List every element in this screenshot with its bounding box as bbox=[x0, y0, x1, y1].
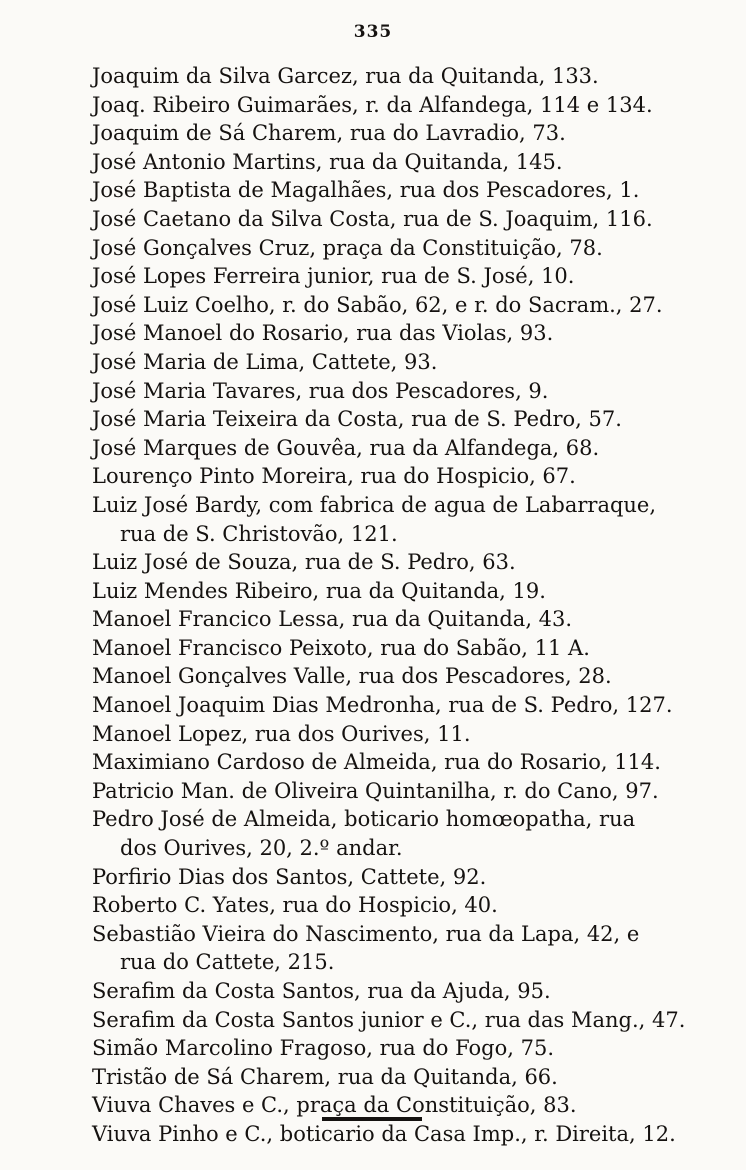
entry-text: Luiz José Bardy, com fabrica de agua de Labarraque, bbox=[92, 492, 657, 517]
entry-text: José Maria Tavares, rua dos Pescadores, 9. bbox=[92, 378, 549, 403]
directory-entry bbox=[92, 691, 704, 720]
entry-text: Serafim da Costa Santos, rua da Ajuda, 95. bbox=[92, 979, 551, 1003]
directory-entry bbox=[92, 148, 704, 177]
directory-entry bbox=[92, 462, 704, 491]
directory-entry bbox=[92, 377, 704, 406]
entry-text: Porfirio Dias dos Santos, Cattete, 92. bbox=[92, 864, 487, 889]
end-rule bbox=[322, 1117, 422, 1121]
directory-entry bbox=[92, 662, 704, 691]
directory-entry bbox=[92, 176, 704, 205]
directory-list bbox=[92, 62, 704, 1149]
entry-text: Patricio Man. de Oliveira Quintanilha, r. do Cano, 97. bbox=[92, 778, 659, 803]
entry-text: Joaquim de Sá Charem, rua do Lavradio, 73. bbox=[92, 121, 566, 146]
directory-entry bbox=[92, 234, 704, 263]
directory-entry bbox=[92, 577, 704, 606]
entry-text: José Maria Teixeira da Costa, rua de S. Pedro, 57. bbox=[92, 407, 622, 432]
entry-text: José Baptista de Magalhães, rua dos Pescadores, 1. bbox=[92, 178, 640, 203]
entry-text: Simão Marcolino Fragoso, rua do Fogo, 75. bbox=[92, 1036, 554, 1061]
entry-text: Manoel Lopez, rua dos Ourives, 11. bbox=[92, 721, 471, 746]
entry-continuation: rua do Cattete, 215. bbox=[120, 950, 335, 975]
entry-text: Manoel Francico Lessa, rua da Quitanda, 43. bbox=[92, 607, 573, 632]
page-number: 335 bbox=[353, 22, 393, 42]
directory-entry bbox=[92, 977, 704, 1006]
directory-entry bbox=[92, 1091, 704, 1120]
entry-text: Roberto C. Yates, rua do Hospicio, 40. bbox=[92, 893, 498, 918]
directory-entry bbox=[92, 1063, 704, 1092]
entry-text: Viuva Pinho e C., boticario da Casa Imp., r. Direita, 12. bbox=[92, 1121, 676, 1146]
entry-text: Viuva Chaves e C., praça da Constituição, 83. bbox=[92, 1093, 577, 1118]
entry-text: Tristão de Sá Charem, rua da Quitanda, 66. bbox=[92, 1064, 558, 1089]
entry-text: José Luiz Coelho, r. do Sabão, 62, e r. do Sacram., 27. bbox=[92, 292, 663, 317]
directory-entry bbox=[92, 434, 704, 463]
entry-text: José Manoel do Rosario, rua das Violas, 93. bbox=[92, 321, 554, 346]
directory-entry bbox=[92, 634, 704, 663]
entry-continuation: dos Ourives, 20, 2.º andar. bbox=[120, 836, 403, 861]
directory-entry bbox=[92, 405, 704, 434]
directory-entry bbox=[92, 920, 704, 977]
entry-text: Manoel Francisco Peixoto, rua do Sabão, 11 A. bbox=[92, 635, 590, 660]
directory-entry bbox=[92, 291, 704, 320]
directory-entry bbox=[92, 891, 704, 920]
entry-text: Joaquim da Silva Garcez, rua da Quitanda, 133. bbox=[92, 64, 599, 88]
directory-entry bbox=[92, 1006, 704, 1035]
directory-entry bbox=[92, 119, 704, 148]
entry-text: Luiz Mendes Ribeiro, rua da Quitanda, 19. bbox=[92, 578, 546, 603]
directory-entry bbox=[92, 262, 704, 291]
directory-entry bbox=[92, 777, 704, 806]
directory-entry bbox=[92, 1034, 704, 1063]
directory-entry bbox=[92, 748, 704, 777]
entry-text: José Lopes Ferreira junior, rua de S. José, 10. bbox=[92, 264, 575, 289]
entry-text: Manoel Joaquim Dias Medronha, rua de S. Pedro, 127. bbox=[92, 693, 673, 718]
directory-entry bbox=[92, 348, 704, 377]
entry-text: Serafim da Costa Santos junior e C., rua das Mang., 47. bbox=[92, 1007, 686, 1032]
directory-entry bbox=[92, 605, 704, 634]
directory-entry bbox=[92, 1120, 704, 1149]
directory-entry bbox=[92, 62, 704, 91]
entry-text: Maximiano Cardoso de Almeida, rua do Rosario, 114. bbox=[92, 750, 661, 775]
entry-text: Sebastião Vieira do Nascimento, rua da Lapa, 42, e bbox=[92, 921, 640, 946]
entry-text: Pedro José de Almeida, boticario homœopatha, rua bbox=[92, 807, 636, 832]
entry-text: José Caetano da Silva Costa, rua de S. Joaquim, 116. bbox=[92, 206, 653, 231]
entry-text: Lourenço Pinto Moreira, rua do Hospicio, 67. bbox=[92, 464, 576, 489]
entry-text: José Maria de Lima, Cattete, 93. bbox=[92, 349, 438, 374]
directory-entry bbox=[92, 548, 704, 577]
directory-entry bbox=[92, 863, 704, 892]
entry-text: José Marques de Gouvêa, rua da Alfandega, 68. bbox=[92, 435, 600, 460]
directory-entry bbox=[92, 205, 704, 234]
entry-continuation: rua de S. Christovão, 121. bbox=[120, 521, 398, 546]
entry-text: José Antonio Martins, rua da Quitanda, 145. bbox=[92, 149, 563, 174]
directory-entry bbox=[92, 91, 704, 120]
directory-entry bbox=[92, 720, 704, 749]
directory-entry bbox=[92, 805, 704, 862]
directory-entry bbox=[92, 491, 704, 548]
directory-entry bbox=[92, 319, 704, 348]
entry-text: Joaq. Ribeiro Guimarães, r. da Alfandega, 114 e 134. bbox=[92, 92, 653, 117]
entry-text: Luiz José de Souza, rua de S. Pedro, 63. bbox=[92, 550, 516, 575]
entry-text: José Gonçalves Cruz, praça da Constituição, 78. bbox=[92, 235, 603, 260]
entry-text: Manoel Gonçalves Valle, rua dos Pescadores, 28. bbox=[92, 664, 612, 689]
